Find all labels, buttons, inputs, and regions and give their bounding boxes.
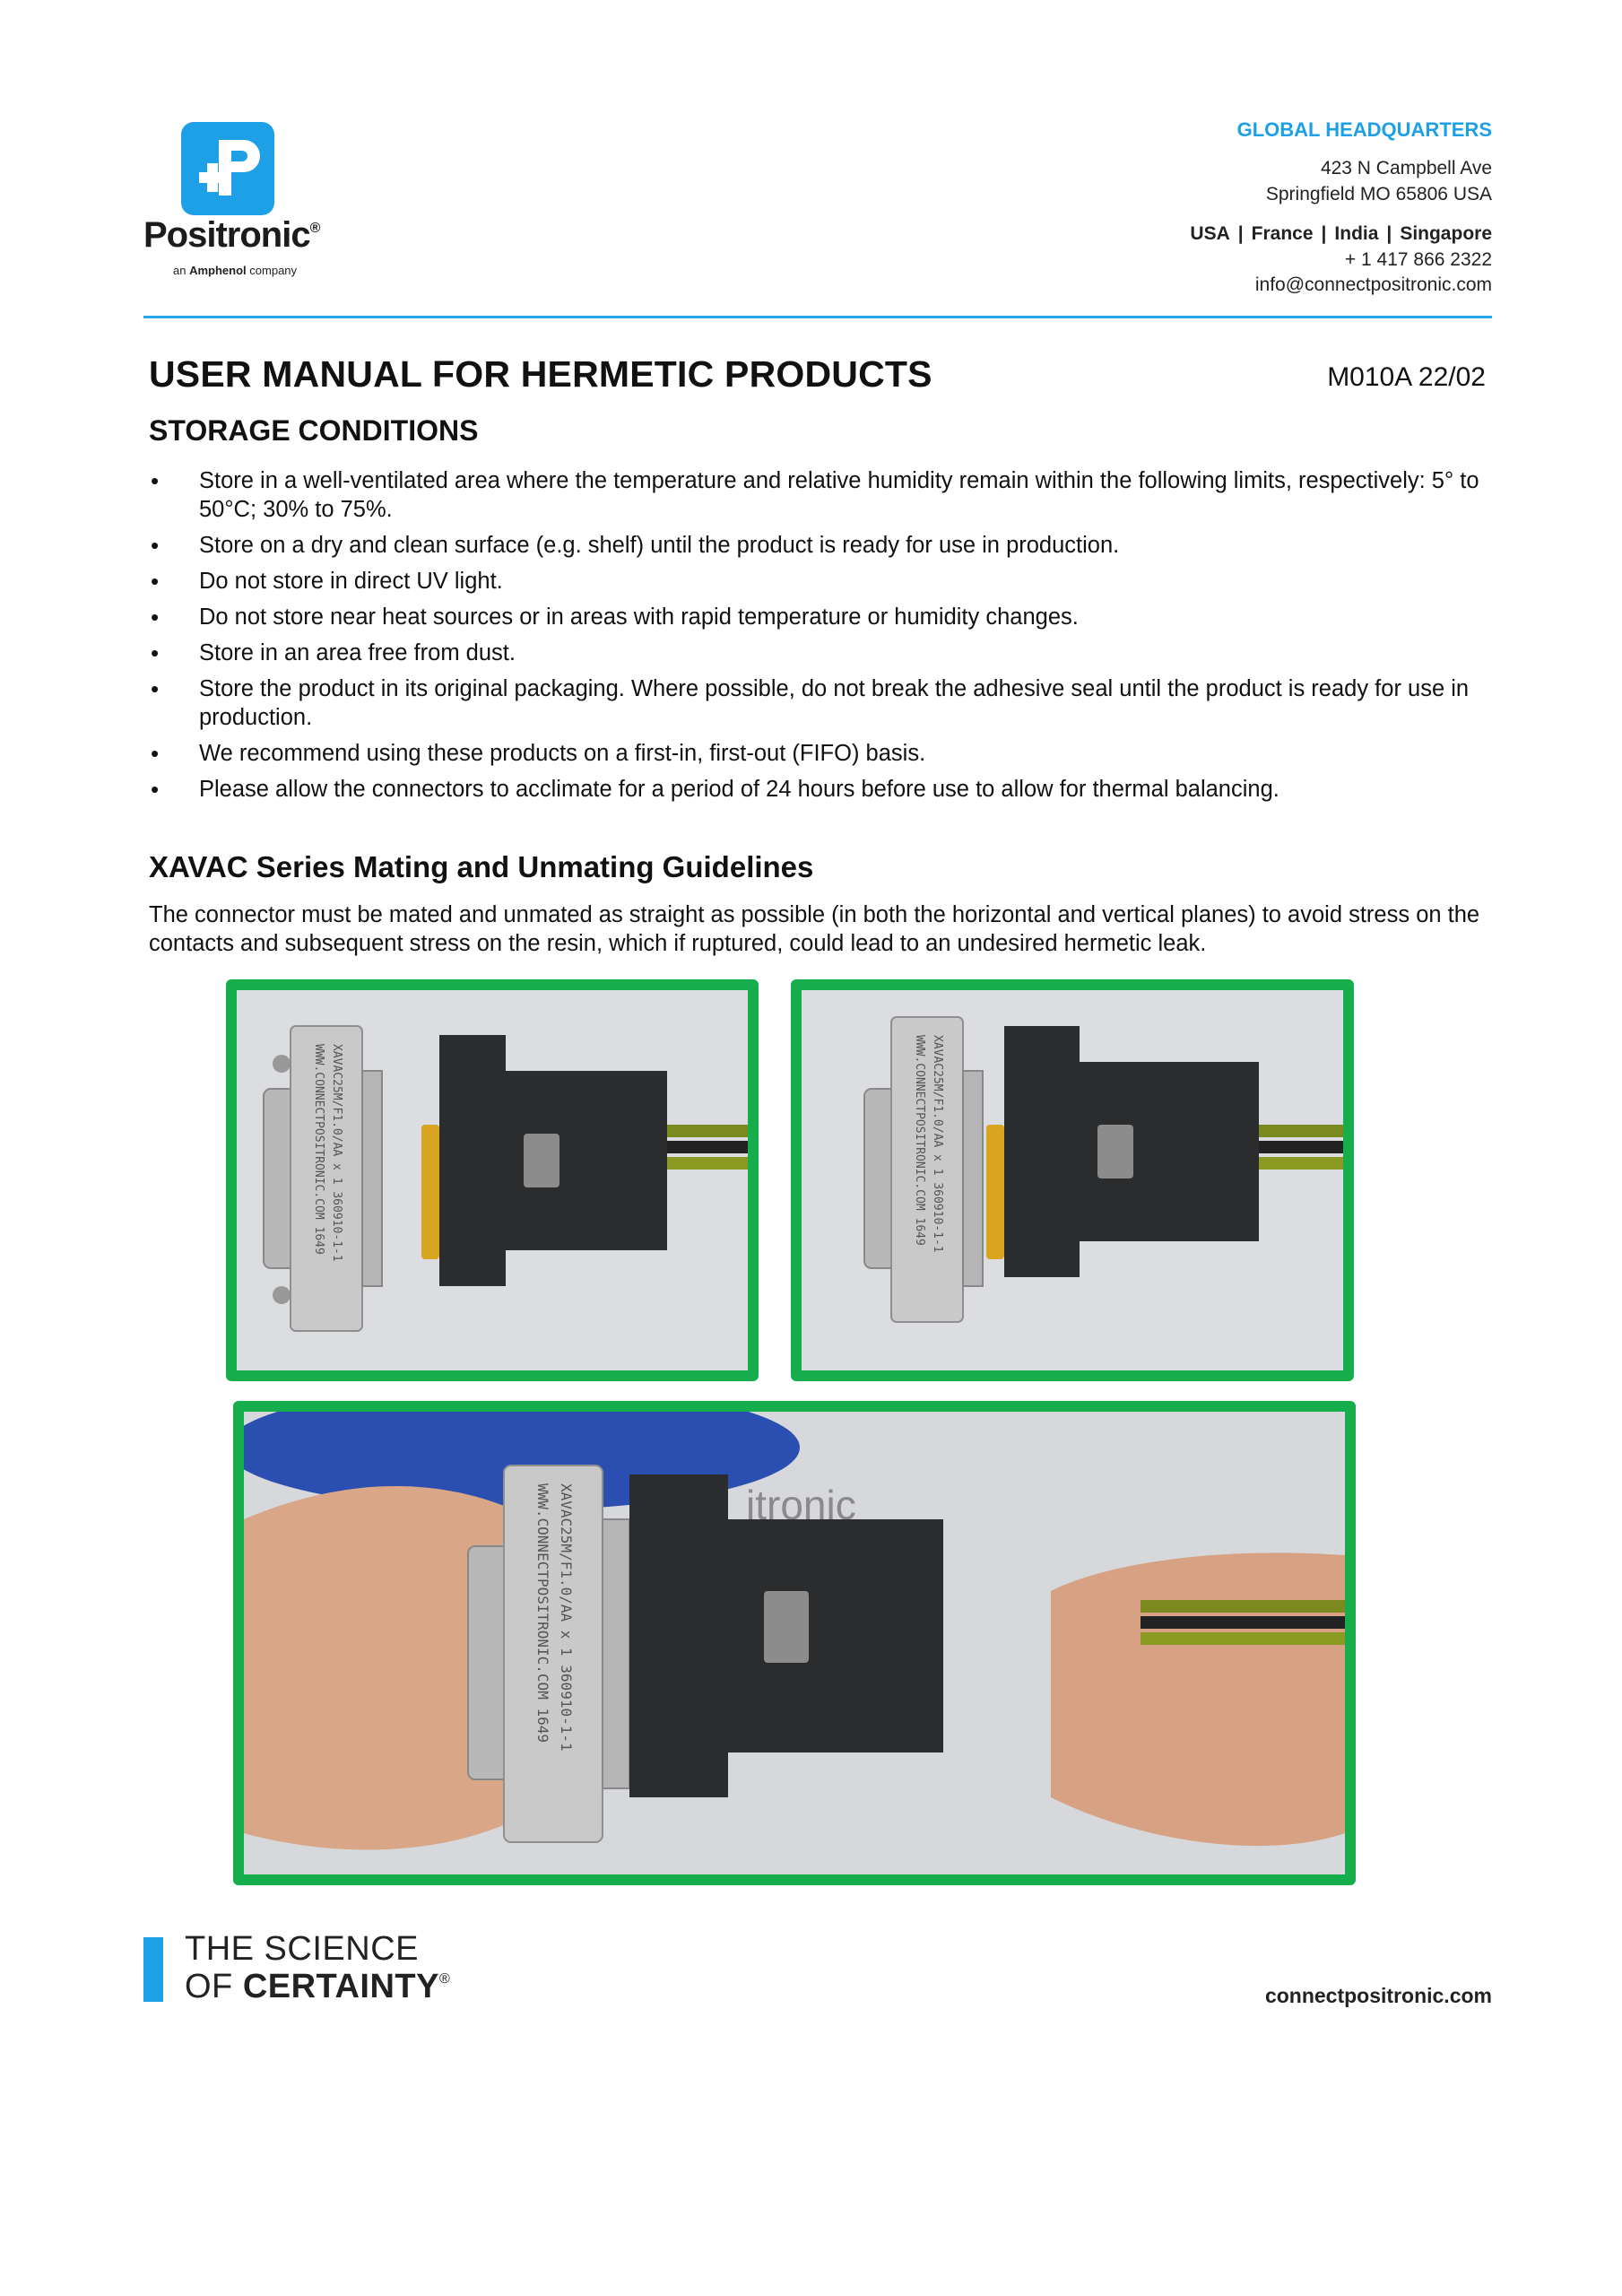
connector-marking-line1: WWW.CONNECTPOSITRONIC.COM 1649 [534, 1483, 551, 1743]
region-singapore: Singapore [1400, 223, 1492, 244]
brand-wordmark: Positronic® [143, 215, 320, 255]
hq-regions [1190, 223, 1492, 245]
list-item: • Store in a well-ventilated area where the temperature and relative humidity remain within the following limits, respectively: 5° to 50°C; 30% to 75%. [149, 466, 1485, 524]
list-item: • We recommend using these products on a first-in, first-out (FIFO) basis. [149, 739, 1485, 768]
photo-mated-straight [791, 979, 1354, 1381]
region-separator: | [1386, 223, 1392, 244]
list-item: • Do not store in direct UV light. [149, 567, 1485, 596]
photo-mating-by-hand [233, 1401, 1356, 1885]
document-code: M010A 22/02 [1327, 362, 1486, 392]
footer-website-link[interactable]: connectpositronic.com [1264, 1984, 1492, 2007]
region-separator: | [1321, 223, 1327, 244]
hq-phone: + 1 417 866 2322 [1344, 249, 1492, 270]
tagline-accent-bar [143, 1937, 163, 2002]
mating-paragraph: The connector must be mated and unmated as straight as possible (in both the horizontal and vertical planes) to avoid stress on the contacts and subsequent stress on the resin, which if ruptured, could lead to an undesired hermetic leak. [149, 902, 1480, 956]
storage-conditions-list [149, 466, 1485, 811]
hq-email: info@connectpositronic.com [1254, 274, 1492, 295]
positronic-logo-icon [181, 122, 274, 215]
header-divider [143, 316, 1492, 318]
region-separator: | [1237, 223, 1244, 244]
region-france: France [1251, 223, 1314, 244]
connector-marking-line2: XAVAC25M/F1.0/AA x 1 360910-1-1 [558, 1483, 575, 1752]
connector-marking-line1: WWW.CONNECTPOSITRONIC.COM 1649 [913, 1035, 926, 1246]
hq-title: GLOBAL HEADQUARTERS [1236, 118, 1492, 141]
list-item: • Please allow the connectors to acclimate for a period of 24 hours before use to allow for thermal balancing. [149, 775, 1485, 804]
storage-heading: STORAGE CONDITIONS [149, 414, 479, 447]
region-india: India [1334, 223, 1379, 244]
list-item: • Store the product in its original packaging. Where possible, do not break the adhesive seal until the product is ready for use in production. [149, 674, 1485, 732]
region-usa: USA [1190, 223, 1230, 244]
background-brand-text: itronic [746, 1482, 856, 1528]
tagline-line1: THE SCIENCE [185, 1930, 419, 1968]
connector-marking-line1: WWW.CONNECTPOSITRONIC.COM 1649 [312, 1044, 325, 1255]
hq-address-line1: 423 N Campbell Ave [1320, 158, 1492, 178]
list-item: • Do not store near heat sources or in areas with rapid temperature or humidity changes. [149, 603, 1485, 631]
hq-address-line2: Springfield MO 65806 USA [1265, 184, 1492, 204]
connector-marking-line2: XAVAC25M/F1.0/AA x 1 360910-1-1 [931, 1035, 944, 1253]
connector-marking-line2: XAVAC25M/F1.0/AA x 1 360910-1-1 [330, 1044, 343, 1262]
list-item: • Store on a dry and clean surface (e.g. shelf) until the product is ready for use in production. [149, 531, 1485, 560]
document-title: USER MANUAL FOR HERMETIC PRODUCTS [149, 353, 932, 395]
brand-subtitle: an Amphenol company [173, 264, 298, 277]
mating-heading: XAVAC Series Mating and Unmating Guidelines [149, 850, 814, 883]
photo-unmated-straight [226, 979, 759, 1381]
list-item: • Store in an area free from dust. [149, 639, 1485, 667]
tagline-line2: OF CERTAINTY® [185, 1968, 451, 2005]
